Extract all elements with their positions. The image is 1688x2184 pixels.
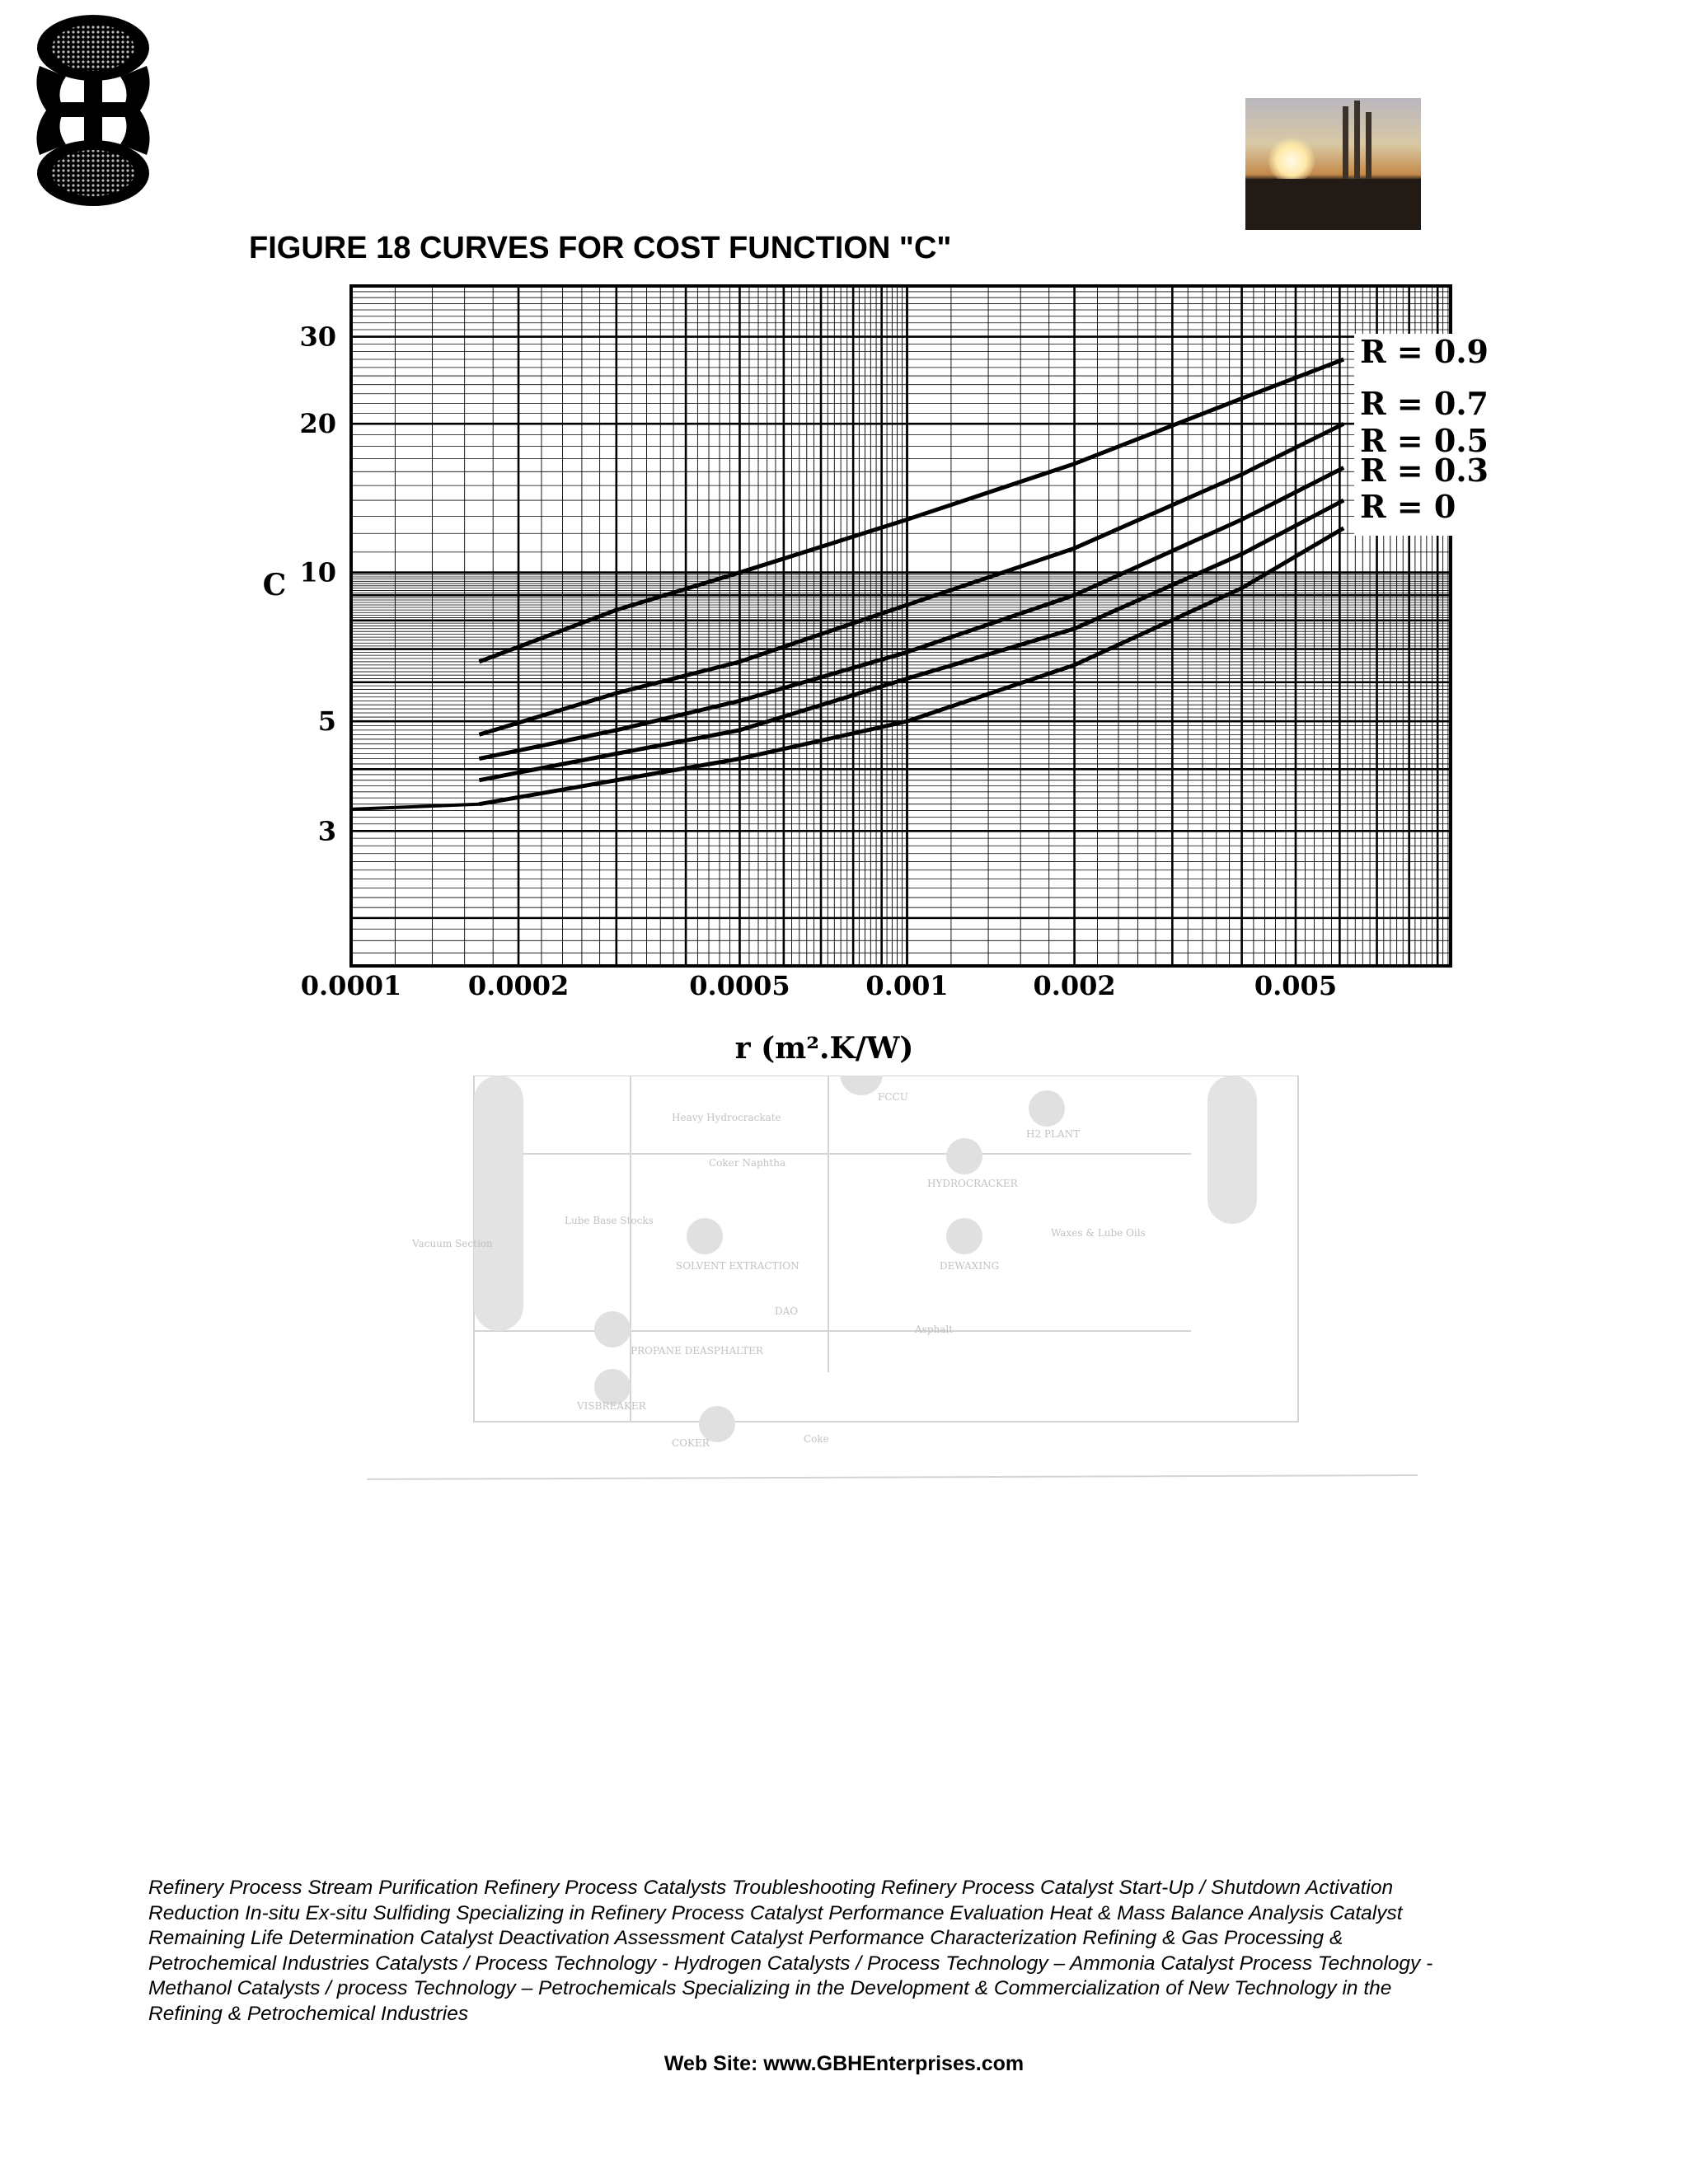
series-line (479, 528, 1343, 804)
cost-function-chart (0, 0, 1688, 1071)
website-link[interactable]: Web Site: www.GBHEnterprises.com (663, 2052, 1025, 2075)
ghost-label: VISBREAKER (577, 1400, 646, 1412)
ghost-label: PROPANE DEASPHALTER (631, 1345, 763, 1357)
series-line (479, 359, 1343, 662)
ghost-label: H2 PLANT (1026, 1128, 1081, 1140)
y-axis-label: C (262, 568, 287, 602)
ghost-label: DEWAXING (940, 1260, 1000, 1272)
faded-process-diagram (367, 1076, 1422, 1488)
x-tick-label: 0.0002 (467, 970, 570, 1001)
ghost-label: COKER (672, 1437, 710, 1449)
series-line (351, 804, 479, 809)
x-tick-label: 0.002 (1033, 970, 1116, 1001)
x-tick-label: 0.0001 (300, 970, 402, 1001)
series-label: R = 0.5 (1360, 422, 1489, 459)
y-tick-label: 30 (299, 321, 336, 353)
x-tick-label: 0.005 (1254, 970, 1338, 1001)
series-label: R = 0.7 (1360, 385, 1489, 422)
series-label: R = 0 (1360, 488, 1456, 525)
y-tick-label: 20 (299, 408, 336, 440)
ghost-label: Asphalt (915, 1324, 954, 1335)
ghost-label: Coker Naphtha (709, 1157, 786, 1169)
ghost-label: Coke (804, 1433, 829, 1445)
footer-text: Refinery Process Stream Purification Refinery Process Catalysts Troubleshooting Refinery Process Catalyst Start-Up / Shutdown Activation Reduction In-situ Ex-situ Sulfiding Specializing in Refinery Process Catalyst Performance Evaluation Heat & Mass Balance Analysis Catalyst Remaining Life Determination Catalyst Deactivation Assessment Catalyst Performance Characterization Refining & Gas Processing & Petrochemical Industries Catalysts / Process Technology - Hydrogen Catalysts / Process Technology – Ammonia Catalyst Process Technology - Methanol Catalysts / process Technology – Petrochemicals Specializing in the Development & Commercialization of New Technology in the Refining & Petrochemical Industries (148, 1877, 1433, 2025)
ghost-label: HYDROCRACKER (927, 1178, 1018, 1189)
ghost-label: DAO (775, 1305, 799, 1317)
ghost-label: Waxes & Lube Oils (1051, 1227, 1146, 1239)
y-tick-label: 3 (317, 815, 336, 847)
ghost-label: SOLVENT EXTRACTION (676, 1260, 799, 1272)
x-tick-label: 0.001 (865, 970, 949, 1001)
series-label: R = 0.3 (1360, 452, 1489, 489)
ghost-label: Heavy Hydrocrackate (672, 1112, 781, 1123)
figure-title: FIGURE 18 CURVES FOR COST FUNCTION "C" (249, 231, 952, 265)
y-tick-label: 10 (299, 556, 336, 588)
x-tick-label: 0.0005 (689, 970, 790, 1001)
x-axis-label: r (m².K/W) (734, 1031, 914, 1066)
ghost-label: FCCU (878, 1091, 908, 1103)
ghost-label: Vacuum Section (412, 1238, 493, 1249)
series-label: R = 0.9 (1360, 333, 1489, 370)
ghost-label: Lube Base Stocks (565, 1215, 654, 1226)
y-tick-label: 5 (317, 705, 336, 738)
